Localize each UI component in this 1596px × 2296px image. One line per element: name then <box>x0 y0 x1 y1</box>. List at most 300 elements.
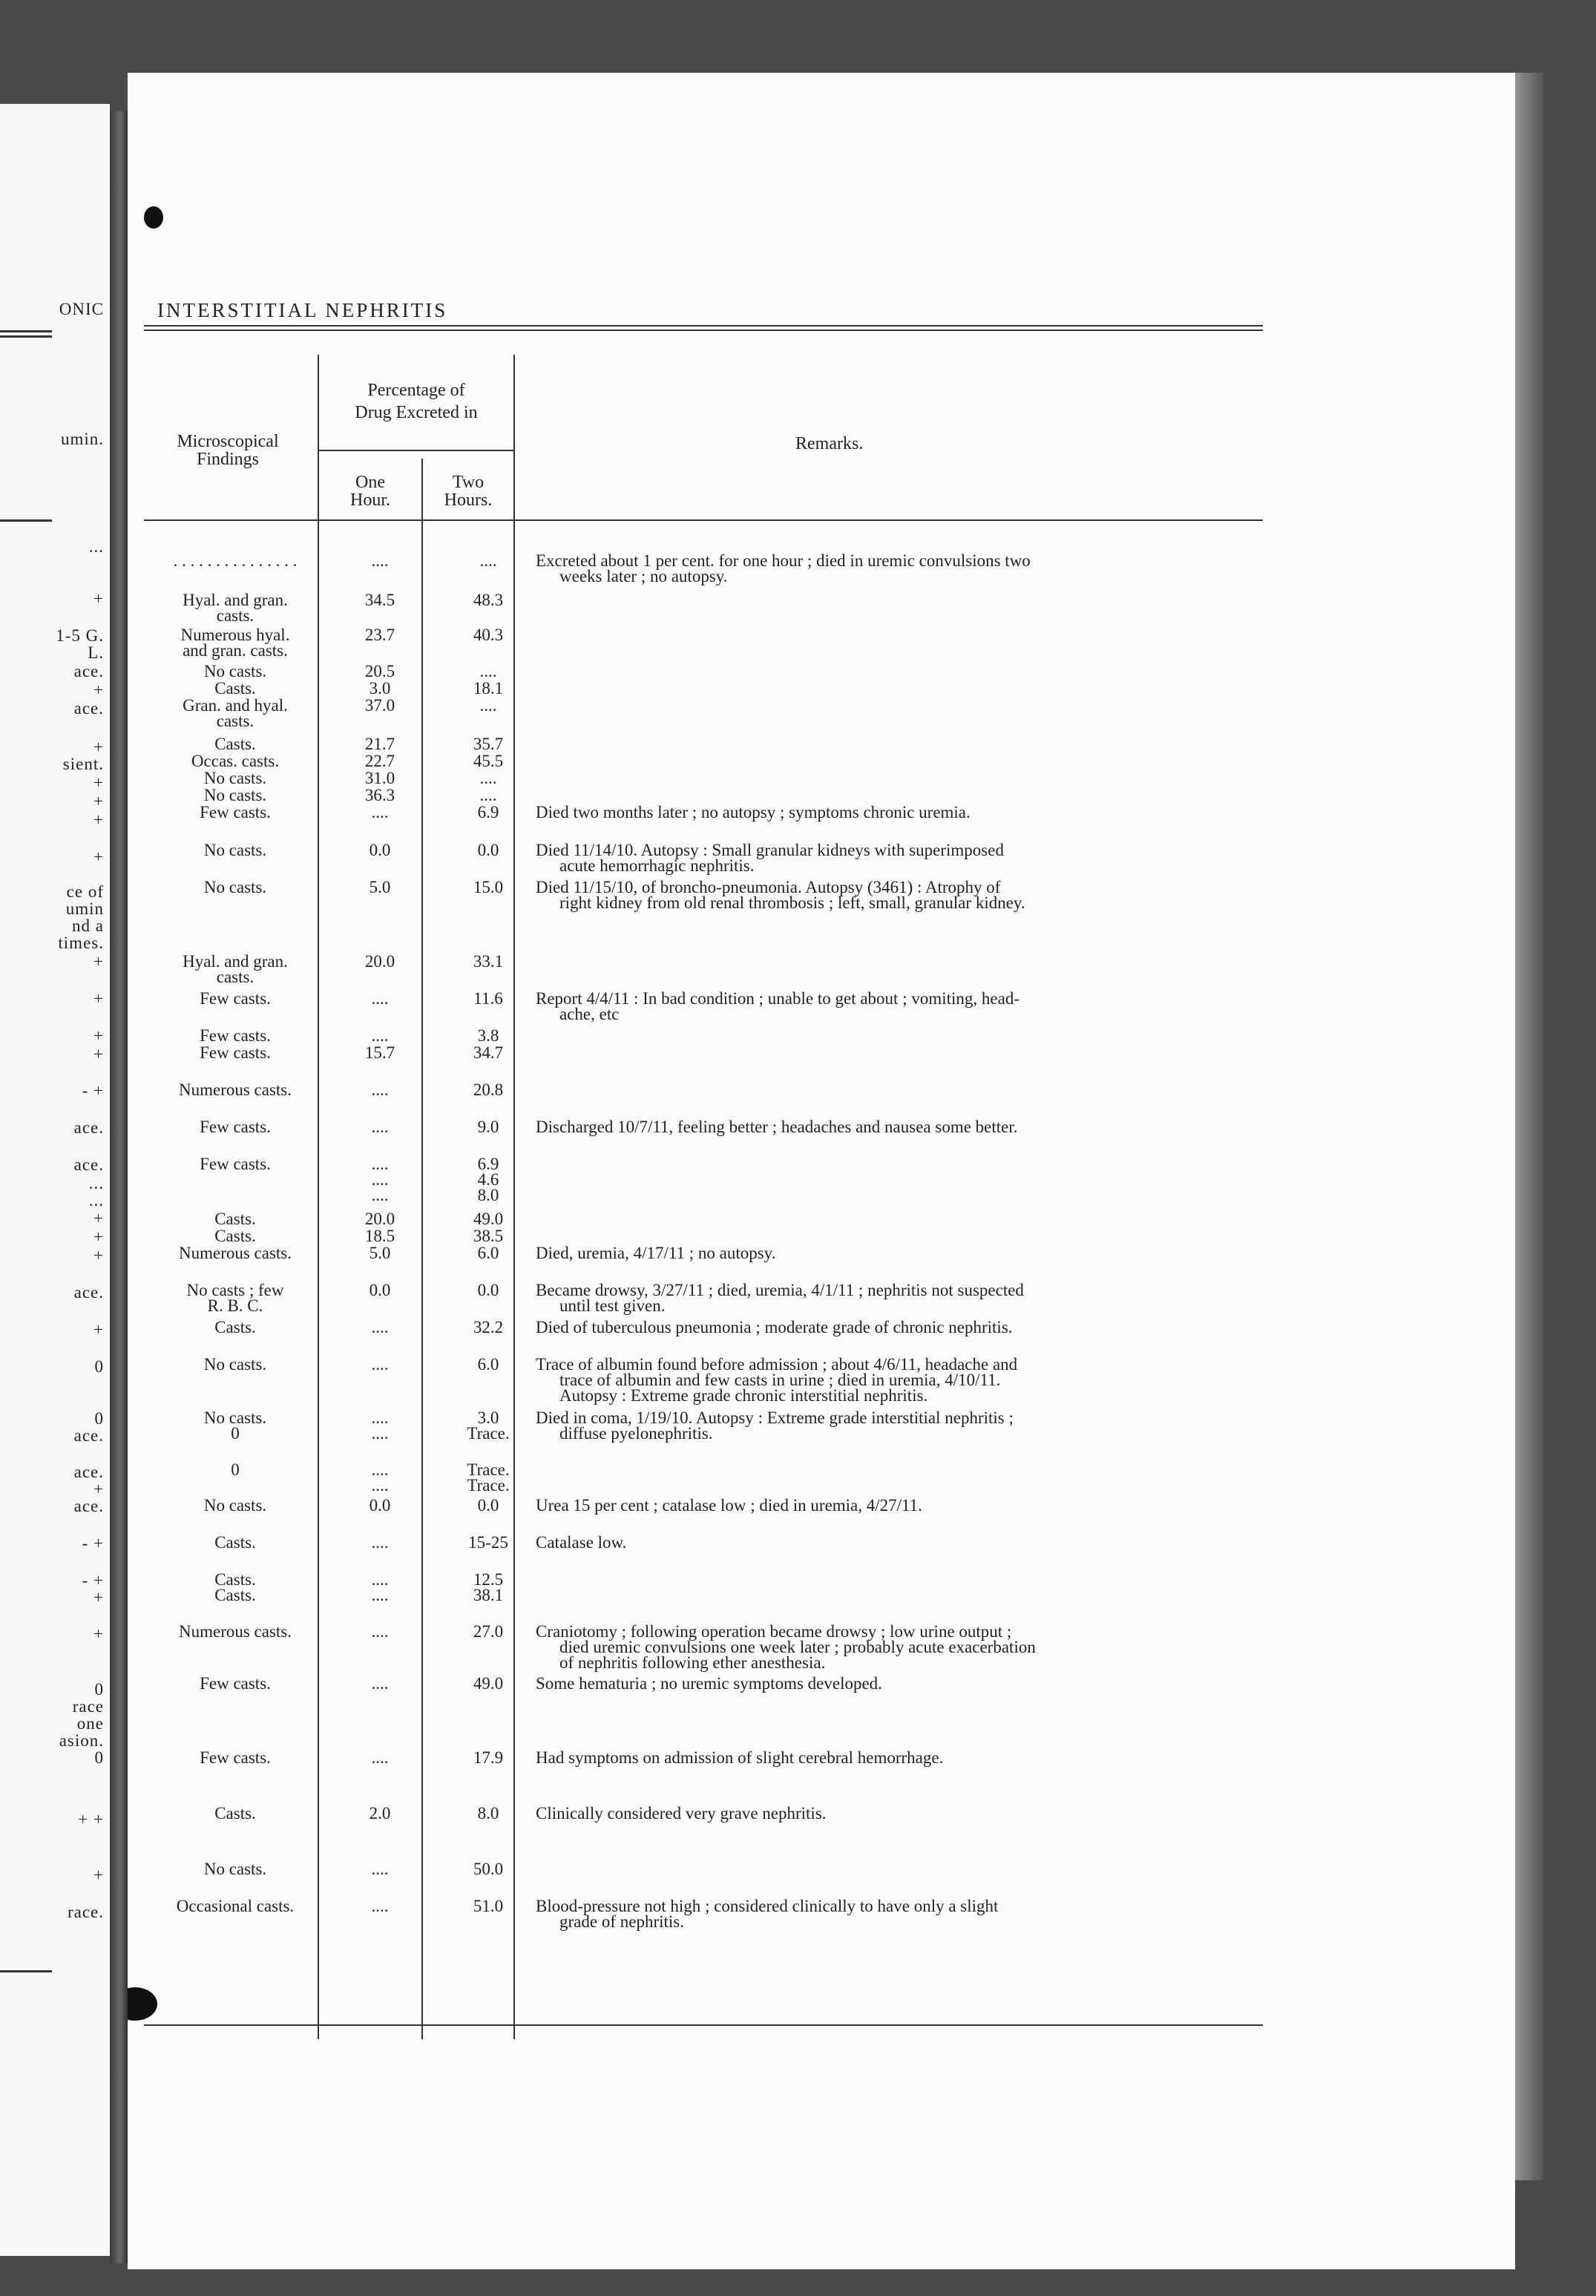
findings-cell-line: Gran. and hyal. <box>183 696 288 715</box>
one-hour-cell-line: 36.3 <box>364 786 395 804</box>
one-hour-cell <box>341 991 418 1006</box>
remarks-cell-line: Clinically considered very grave nephritis. <box>536 1804 827 1823</box>
two-hours-cell <box>444 1228 533 1244</box>
facing-page-fragment: + <box>93 1866 104 1884</box>
facing-page-fragment: ace. <box>73 1118 104 1137</box>
one-hour-cell-line: 18.5 <box>364 1227 395 1245</box>
remarks-cell-line: Some hematuria ; no uremic symptoms developed. <box>536 1674 882 1693</box>
remarks-cell <box>536 991 1315 1022</box>
one-hour-cell-line: 3.0 <box>369 679 391 698</box>
one-hour-cell-line: 20.5 <box>364 662 395 680</box>
two-hours-cell-line: 11.6 <box>473 989 503 1008</box>
two-hours-cell-line: 49.0 <box>473 1210 504 1228</box>
header-percentage <box>319 381 513 422</box>
findings-cell <box>142 1898 328 1914</box>
facing-page-fragment: L. <box>88 643 104 662</box>
facing-page-fragment: + <box>93 773 104 792</box>
findings-cell-line: Casts. <box>214 679 256 698</box>
findings-cell <box>142 770 328 786</box>
facing-page-fragment: ONIC <box>59 300 104 318</box>
two-hours-cell-line: 8.0 <box>477 1186 499 1204</box>
findings-cell-line: No casts ; few <box>186 1281 284 1299</box>
one-hour-cell <box>341 1245 418 1261</box>
remarks-cell-line: Died 11/14/10. Autopsy : Small granular kidneys with superimposed <box>536 841 1004 859</box>
one-hour-cell-line: .... <box>371 1476 389 1495</box>
two-hours-cell-line: 34.7 <box>473 1043 504 1062</box>
findings-cell <box>142 1624 328 1639</box>
remarks-cell-line: until test given. <box>559 1296 666 1315</box>
remarks-cell-line: diffuse pyelonephritis. <box>559 1424 713 1443</box>
facing-page-fragment: one <box>76 1714 104 1733</box>
header-percentage-line2: Drug Excreted in <box>355 403 478 422</box>
two-hours-cell-line: 38.5 <box>473 1227 504 1245</box>
facing-page-fragment: ace. <box>73 1283 104 1302</box>
findings-cell <box>142 1357 328 1372</box>
remarks-cell <box>536 1119 1315 1135</box>
remarks-cell <box>536 1898 1315 1929</box>
facing-page-fragment: 0 <box>94 1357 104 1376</box>
findings-cell-line: Casts. <box>214 1318 256 1336</box>
facing-page-fragment: 1-5 G. <box>56 626 104 645</box>
facing-page-rule <box>0 330 52 332</box>
findings-cell-line: No casts. <box>203 662 267 680</box>
facing-page-fragment: umin <box>65 899 104 918</box>
findings-cell <box>142 680 328 696</box>
facing-page-fragment: - + <box>82 1534 104 1552</box>
two-hours-cell-line: 50.0 <box>473 1860 504 1878</box>
remarks-cell-line: grade of nephritis. <box>559 1912 684 1931</box>
findings-cell-line: Casts. <box>214 1570 256 1589</box>
two-hours-cell <box>444 553 533 568</box>
one-hour-cell-line: .... <box>371 1318 389 1336</box>
findings-cell <box>142 1211 328 1227</box>
one-hour-cell <box>341 1156 418 1203</box>
two-hours-cell <box>444 1624 533 1639</box>
two-hours-cell <box>444 1211 533 1227</box>
one-hour-cell-line: .... <box>371 1460 389 1479</box>
one-hour-cell-line: 37.0 <box>364 696 395 715</box>
findings-cell <box>142 954 328 985</box>
two-hours-cell-line: 35.7 <box>473 735 504 753</box>
ink-blemish <box>144 206 163 229</box>
two-hours-cell <box>444 1045 533 1060</box>
header-findings <box>142 433 313 468</box>
two-hours-cell <box>444 770 533 786</box>
findings-cell-line: No casts. <box>203 841 267 859</box>
one-hour-cell <box>341 592 418 608</box>
two-hours-cell <box>444 1462 533 1493</box>
findings-cell <box>142 736 328 752</box>
facing-page-fragment: + <box>93 1026 104 1045</box>
facing-page-fragment: + + <box>78 1810 104 1828</box>
one-hour-cell <box>341 1498 418 1513</box>
facing-page-fragment: nd a <box>72 916 104 935</box>
facing-page-fragment: + <box>93 1045 104 1063</box>
two-hours-cell-line: .... <box>479 662 497 680</box>
findings-cell <box>142 1082 328 1098</box>
one-hour-cell <box>341 1028 418 1043</box>
two-hours-cell <box>444 1676 533 1691</box>
findings-cell-line: Few casts. <box>200 1674 271 1693</box>
header-one-line1: One <box>355 473 385 492</box>
one-hour-cell <box>341 1211 418 1227</box>
remarks-cell <box>536 1357 1315 1403</box>
one-hour-cell-line: .... <box>371 1186 389 1204</box>
facing-page-fragment: ... <box>88 1174 104 1193</box>
remarks-cell <box>536 879 1315 911</box>
findings-cell-line: No casts. <box>203 1860 267 1878</box>
one-hour-cell <box>341 1572 418 1603</box>
header-two-line1: Two <box>452 473 485 492</box>
one-hour-cell <box>341 954 418 969</box>
two-hours-cell <box>444 1282 533 1298</box>
findings-cell <box>142 1805 328 1821</box>
two-hours-cell <box>444 1357 533 1372</box>
document-page <box>128 73 1515 2269</box>
findings-cell-line: 0 <box>231 1424 240 1443</box>
two-hours-cell <box>444 879 533 895</box>
two-hours-cell <box>444 1805 533 1821</box>
two-hours-cell-line: 3.8 <box>477 1026 499 1045</box>
remarks-cell <box>536 842 1315 873</box>
one-hour-cell-line: 20.0 <box>364 952 395 971</box>
facing-page-fragment: 0 <box>94 1748 104 1767</box>
one-hour-cell-line: .... <box>371 1570 389 1589</box>
two-hours-cell <box>444 627 533 643</box>
facing-page-fragment: + <box>93 1588 104 1607</box>
one-hour-cell-line: .... <box>371 1408 389 1427</box>
one-hour-cell <box>341 1357 418 1372</box>
two-hours-cell-line: .... <box>479 769 497 787</box>
header-percentage-line1: Percentage of <box>367 381 465 400</box>
facing-page-fragment: ce of <box>66 882 104 901</box>
findings-cell <box>142 1245 328 1261</box>
facing-page-fragment: 0 <box>94 1409 104 1428</box>
findings-cell-line: No casts. <box>203 878 267 896</box>
book-gutter <box>110 111 128 2263</box>
facing-page-fragment: + <box>93 810 104 829</box>
remarks-cell-line: Report 4/4/11 : In bad condition ; unable to get about ; vomiting, head- <box>536 989 1019 1008</box>
findings-cell <box>142 753 328 769</box>
one-hour-cell-line: .... <box>371 1080 389 1099</box>
two-hours-cell-line: 49.0 <box>473 1674 504 1693</box>
findings-cell-line: Numerous casts. <box>178 1622 292 1641</box>
two-hours-cell-line: 48.3 <box>473 591 504 609</box>
findings-cell-line: Hyal. and gran. <box>183 591 288 609</box>
findings-cell <box>142 627 328 658</box>
one-hour-cell <box>341 1805 418 1821</box>
findings-cell <box>142 804 328 820</box>
remarks-cell <box>536 804 1315 820</box>
remarks-cell-line: ache, etc <box>559 1005 620 1023</box>
remarks-cell <box>536 1676 1315 1691</box>
findings-cell-line: casts. <box>216 712 254 730</box>
two-hours-cell-line: 0.0 <box>477 841 499 859</box>
one-hour-cell-line: .... <box>371 1748 389 1767</box>
one-hour-cell-line: .... <box>371 1118 389 1136</box>
one-hour-cell <box>341 1898 418 1914</box>
two-hours-cell-line: 17.9 <box>473 1748 504 1767</box>
two-hours-cell-line: 6.0 <box>477 1355 499 1374</box>
one-hour-cell-line: 5.0 <box>369 1244 391 1262</box>
two-hours-cell <box>444 592 533 608</box>
two-hours-cell <box>444 1898 533 1914</box>
remarks-cell <box>536 1805 1315 1821</box>
one-hour-cell <box>341 842 418 858</box>
one-hour-cell <box>341 663 418 679</box>
two-hours-cell-line: 6.9 <box>477 803 499 821</box>
two-hours-cell <box>444 736 533 752</box>
header-top-rule <box>144 329 1263 331</box>
one-hour-cell <box>341 753 418 769</box>
one-hour-cell <box>341 736 418 752</box>
remarks-cell-line: weeks later ; no autopsy. <box>559 567 728 586</box>
one-hour-cell-line: 34.5 <box>364 591 395 609</box>
two-hours-cell <box>444 753 533 769</box>
findings-cell-line: Few casts. <box>200 1026 271 1045</box>
one-hour-cell <box>341 553 418 568</box>
facing-page-fragment: + <box>93 589 104 608</box>
two-hours-cell <box>444 1572 533 1603</box>
two-hours-cell <box>444 698 533 713</box>
header-one-hour <box>319 473 421 509</box>
one-hour-cell <box>341 1228 418 1244</box>
findings-cell-line: Few casts. <box>200 989 271 1008</box>
findings-cell-line: . . . . . . . . . . . . . . . <box>173 551 298 570</box>
two-hours-cell-line: 27.0 <box>473 1622 504 1641</box>
two-hours-cell-line: 3.0 <box>477 1408 499 1427</box>
remarks-cell-line: died uremic convulsions one week later ; probably acute exacerbation <box>559 1638 1036 1656</box>
facing-page-fragment: ace. <box>73 662 104 680</box>
findings-cell-line: Casts. <box>214 1586 256 1604</box>
findings-cell-line: Numerous hyal. <box>180 626 290 644</box>
facing-page-fragment: + <box>93 1320 104 1339</box>
findings-cell-line: 0 <box>231 1460 240 1479</box>
two-hours-cell <box>444 1410 533 1441</box>
findings-cell-line: Numerous casts. <box>178 1080 292 1099</box>
findings-cell-line: and gran. casts. <box>183 641 288 660</box>
facing-page-rule <box>0 1970 52 1972</box>
findings-cell <box>142 1676 328 1691</box>
two-hours-cell-line: .... <box>479 551 497 570</box>
findings-cell-line: Few casts. <box>200 803 271 821</box>
two-hours-cell <box>444 842 533 858</box>
remarks-cell-line: Died two months later ; no autopsy ; symptoms chronic uremia. <box>536 803 971 821</box>
facing-page <box>0 104 110 2256</box>
findings-cell-line: R. B. C. <box>207 1296 263 1315</box>
findings-cell <box>142 592 328 623</box>
two-hours-cell-line: Trace. <box>467 1476 510 1495</box>
remarks-cell-line: Craniotomy ; following operation became drowsy ; low urine output ; <box>536 1622 1012 1641</box>
one-hour-cell-line: 0.0 <box>369 1496 391 1515</box>
findings-cell <box>142 842 328 858</box>
one-hour-cell-line: 0.0 <box>369 1281 391 1299</box>
two-hours-cell <box>444 804 533 820</box>
two-hours-cell <box>444 787 533 803</box>
findings-cell <box>142 663 328 679</box>
facing-page-fragment: + <box>93 989 104 1008</box>
one-hour-cell <box>341 1861 418 1877</box>
findings-cell-line: No casts. <box>203 769 267 787</box>
facing-page-fragment: + <box>93 1480 104 1498</box>
one-hour-cell-line: .... <box>371 803 389 821</box>
remarks-cell <box>536 1624 1315 1670</box>
facing-page-fragment: ace. <box>73 1426 104 1445</box>
two-hours-cell-line: 20.8 <box>473 1080 504 1099</box>
findings-cell <box>142 1462 328 1477</box>
one-hour-cell-line: 15.7 <box>364 1043 395 1062</box>
remarks-cell-line: Became drowsy, 3/27/11 ; died, uremia, 4/1/11 ; nephritis not suspected <box>536 1281 1024 1299</box>
facing-page-fragment: ace. <box>73 1463 104 1481</box>
facing-page-fragment: ... <box>88 1191 104 1210</box>
one-hour-cell-line: .... <box>371 1355 389 1374</box>
findings-cell-line: casts. <box>216 968 254 986</box>
findings-cell-line: casts. <box>216 606 254 625</box>
one-hour-cell-line: .... <box>371 1026 389 1045</box>
remarks-cell-line: acute hemorrhagic nephritis. <box>559 856 755 875</box>
remarks-cell <box>536 1410 1315 1441</box>
table-bottom-rule <box>144 2024 1263 2026</box>
facing-page-rule <box>0 335 52 338</box>
one-hour-cell-line: 5.0 <box>369 878 391 896</box>
facing-page-rule <box>0 519 52 522</box>
findings-cell <box>142 1535 328 1550</box>
one-hour-cell <box>341 770 418 786</box>
two-hours-cell <box>444 1750 533 1765</box>
one-hour-cell <box>341 1624 418 1639</box>
one-hour-cell <box>341 1676 418 1691</box>
one-hour-cell-line: 2.0 <box>369 1804 391 1823</box>
facing-page-fragment: + <box>93 1209 104 1227</box>
findings-cell-line: Occasional casts. <box>176 1897 295 1915</box>
findings-cell-line: Casts. <box>214 1210 256 1228</box>
two-hours-cell-line: 32.2 <box>473 1318 504 1336</box>
remarks-cell-line: Urea 15 per cent ; catalase low ; died in uremia, 4/27/11. <box>536 1496 922 1515</box>
one-hour-cell-line: 0.0 <box>369 841 391 859</box>
remarks-cell <box>536 1750 1315 1765</box>
facing-page-fragment: - + <box>82 1081 104 1100</box>
findings-cell <box>142 1119 328 1135</box>
findings-cell-line: No casts. <box>203 1355 267 1374</box>
remarks-cell-line: Died of tuberculous pneumonia ; moderate grade of chronic nephritis. <box>536 1318 1013 1336</box>
facing-page-fragment: + <box>93 792 104 810</box>
findings-cell-line: Casts. <box>214 735 256 753</box>
remarks-cell <box>536 553 1315 584</box>
findings-cell <box>142 1750 328 1765</box>
two-hours-cell <box>444 1156 533 1203</box>
facing-page-fragment: ace. <box>73 699 104 718</box>
facing-page-fragment: race <box>72 1697 104 1716</box>
two-hours-cell <box>444 954 533 969</box>
one-hour-cell-line: .... <box>371 1424 389 1443</box>
findings-cell-line: Few casts. <box>200 1155 271 1173</box>
one-hour-cell-line: .... <box>371 1674 389 1693</box>
remarks-cell-line: Had symptoms on admission of slight cerebral hemorrhage. <box>536 1748 944 1767</box>
one-hour-cell-line: .... <box>371 1170 389 1189</box>
two-hours-cell-line: 6.0 <box>477 1244 499 1262</box>
facing-page-fragment: + <box>93 847 104 866</box>
findings-cell <box>142 787 328 803</box>
two-hours-cell <box>444 1498 533 1513</box>
findings-cell-line: Casts. <box>214 1227 256 1245</box>
two-hours-cell <box>444 663 533 679</box>
one-hour-cell <box>341 1119 418 1135</box>
findings-cell-line: No casts. <box>203 1408 267 1427</box>
remarks-cell-line: Trace of albumin found before admission ; about 4/6/11, headache and <box>536 1355 1018 1374</box>
two-hours-cell <box>444 1245 533 1261</box>
facing-page-fragment: + <box>93 738 104 756</box>
findings-cell <box>142 1228 328 1244</box>
two-hours-cell-line: 45.5 <box>473 752 504 770</box>
header-two-line2: Hours. <box>444 491 493 510</box>
remarks-cell-line: Excreted about 1 per cent. for one hour ; died in uremic convulsions two <box>536 551 1031 570</box>
one-hour-cell <box>341 680 418 696</box>
ink-blemish <box>128 1987 157 2021</box>
header-top-rule <box>144 325 1263 327</box>
two-hours-cell-line: Trace. <box>467 1424 510 1443</box>
findings-cell <box>142 1282 328 1313</box>
one-hour-cell-line: .... <box>371 1622 389 1641</box>
two-hours-cell <box>444 1028 533 1043</box>
facing-page-fragment: + <box>93 1246 104 1265</box>
one-hour-cell-line: 22.7 <box>364 752 395 770</box>
remarks-cell-line: Catalase low. <box>536 1533 627 1552</box>
remarks-cell-line: Autopsy : Extreme grade chronic interstitial nephritis. <box>559 1386 928 1405</box>
two-hours-cell-line: 18.1 <box>473 679 504 698</box>
findings-cell-line: Casts. <box>214 1804 256 1823</box>
facing-page-fragment: + <box>93 952 104 971</box>
two-hours-cell <box>444 680 533 696</box>
two-hours-cell-line: 38.1 <box>473 1586 504 1604</box>
remarks-cell <box>536 1319 1315 1335</box>
one-hour-cell <box>341 698 418 713</box>
one-hour-cell-line: 20.0 <box>364 1210 395 1228</box>
facing-page-fragment: + <box>93 680 104 699</box>
findings-cell <box>142 1045 328 1060</box>
remarks-cell-line: Died in coma, 1/19/10. Autopsy : Extreme grade interstitial nephritis ; <box>536 1408 1014 1427</box>
one-hour-cell-line: .... <box>371 1860 389 1878</box>
facing-page-fragment: 0 <box>94 1680 104 1699</box>
two-hours-cell <box>444 1535 533 1550</box>
one-hour-cell <box>341 879 418 895</box>
one-hour-cell <box>341 1045 418 1060</box>
two-hours-cell-line: 0.0 <box>477 1496 499 1515</box>
findings-cell <box>142 698 328 729</box>
two-hours-cell-line: 9.0 <box>477 1118 499 1136</box>
one-hour-cell <box>341 787 418 803</box>
findings-cell <box>142 553 328 568</box>
remarks-cell-line: of nephritis following ether anesthesia. <box>559 1653 826 1672</box>
facing-page-fragment: umin. <box>60 430 104 448</box>
two-hours-cell <box>444 1082 533 1098</box>
two-hours-cell <box>444 991 533 1006</box>
two-hours-cell-line: 51.0 <box>473 1897 504 1915</box>
one-hour-cell <box>341 1462 418 1493</box>
two-hours-cell-line: .... <box>479 786 497 804</box>
one-hour-cell <box>341 1082 418 1098</box>
findings-cell-line: Occas. casts. <box>191 752 280 770</box>
one-hour-cell <box>341 804 418 820</box>
findings-cell-line: Few casts. <box>200 1748 271 1767</box>
findings-cell <box>142 1410 328 1441</box>
findings-cell-line: No casts. <box>203 786 267 804</box>
two-hours-cell-line: 6.9 <box>477 1155 499 1173</box>
findings-cell <box>142 1028 328 1043</box>
remarks-cell <box>536 1282 1315 1313</box>
remarks-cell <box>536 1245 1315 1261</box>
one-hour-cell <box>341 1282 418 1298</box>
one-hour-cell <box>341 1535 418 1550</box>
